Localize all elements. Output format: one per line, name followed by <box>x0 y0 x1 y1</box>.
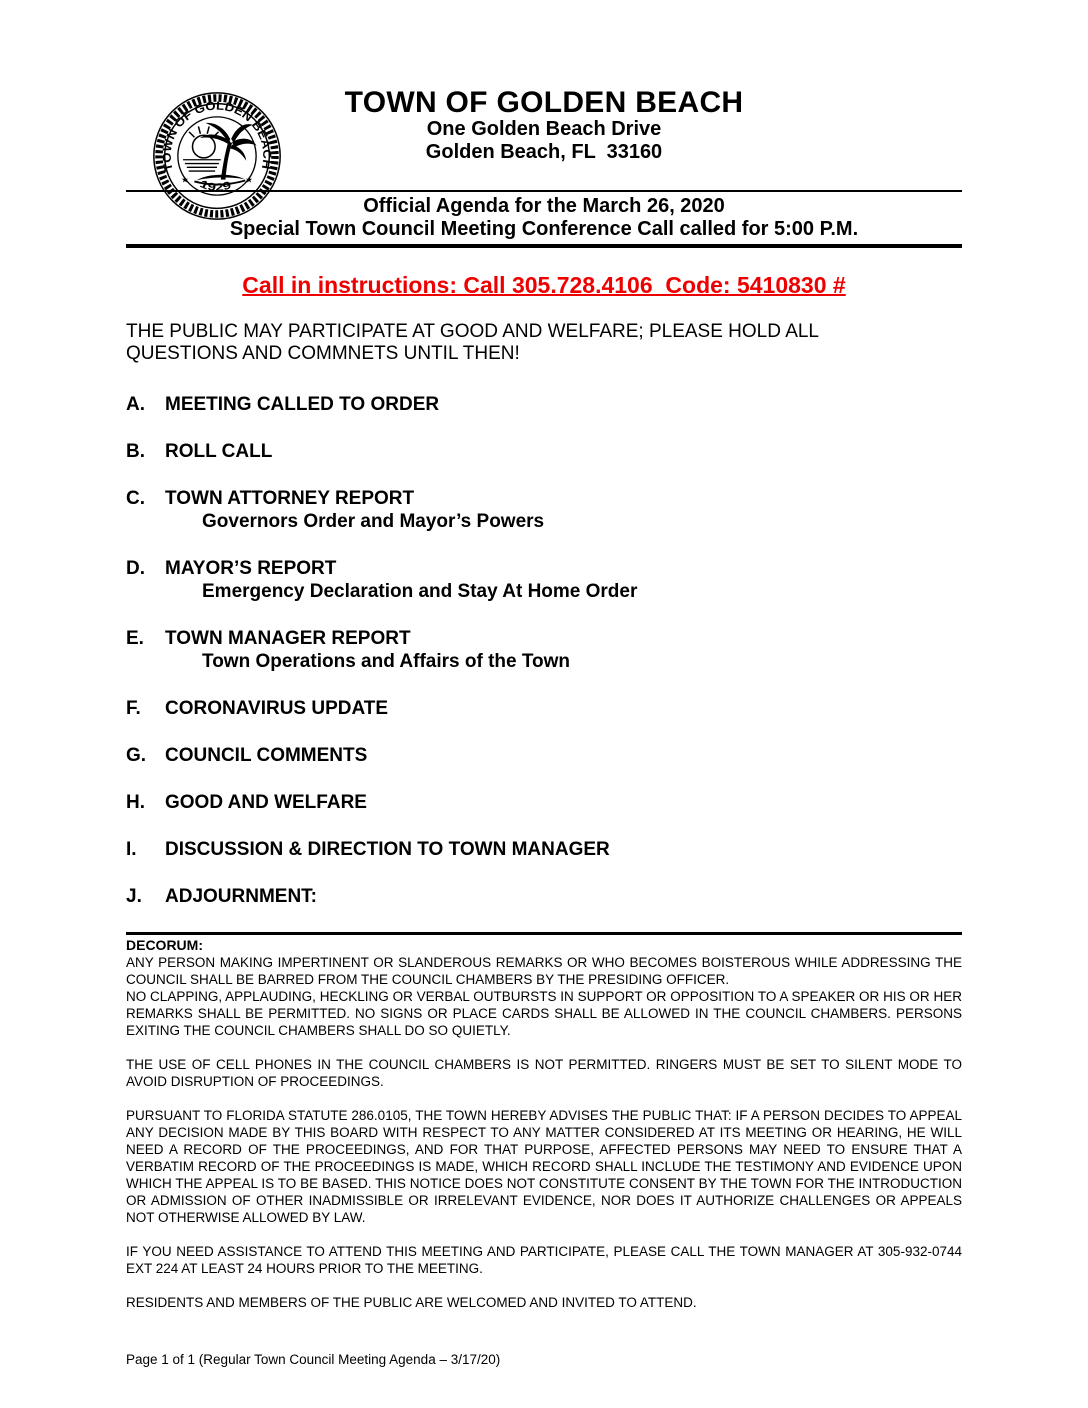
decorum-paragraph: THE USE OF CELL PHONES IN THE COUNCIL CHAMBERS IS NOT PERMITTED. RINGERS MUST BE SET TO SILENT MODE TO AVOID DISRUPTION OF PROCEEDINGS. <box>126 1057 962 1089</box>
decorum-paragraph: ANY PERSON MAKING IMPERTINENT OR SLANDEROUS REMARKS OR WHO BECOMES BOISTEROUS WHILE ADDRESSING THE COUNCIL SHALL BE BARRED FROM THE COUNCIL CHAMBERS BY THE PRESIDING OFFICER. <box>126 955 962 987</box>
svg-text:1929: 1929 <box>197 177 231 195</box>
agenda-item-letter: I. <box>126 839 137 860</box>
agenda-item <box>126 440 962 463</box>
svg-text:TOWN OF GOLDEN BEACH: TOWN OF GOLDEN BEACH <box>160 99 274 173</box>
decorum-paragraph: PURSUANT TO FLORIDA STATUTE 286.0105, THE TOWN HEREBY ADVISES THE PUBLIC THAT: IF A PERSON DECIDES TO APPEAL ANY DECISION MADE BY THIS BOARD WITH RESPECT TO ANY MATTER CONSIDERED AT ITS MEETING OR HEARING, HE WILL NEED A RECORD OF THE PROCEEDINGS, AND FOR THAT PURPOSE, AFFECTED PERSONS MAY NEED TO ENSURE THAT A VERBATIM RECORD OF THE PROCEEDINGS IS MADE, WHICH RECORD SHALL INCLUDE THE TESTIMONY AND EVIDENCE UPON WHICH THE APPEAL IS TO BE BASED. THIS NOTICE DOES NOT CONSTITUTE CONSENT BY THE TOWN FOR THE INTRODUCTION OR ADMISSION OF OTHER INADMISSIBLE OR IRRELEVANT EVIDENCE, NOR DOES IT AUTHORIZE CHALLENGES OR APPEALS NOT OTHERWISE ALLOWED BY LAW. <box>126 1108 962 1225</box>
agenda-item-subtitle: Town Operations and Affairs of the Town <box>202 651 571 672</box>
agenda-item-title: TOWN MANAGER REPORT <box>165 628 411 649</box>
divider-thick <box>126 244 962 248</box>
agenda-item <box>126 697 962 720</box>
agenda-item-title: TOWN ATTORNEY REPORT <box>165 488 415 509</box>
agenda-item-letter: J. <box>126 886 142 907</box>
agenda-item-letter: E. <box>126 628 144 649</box>
agenda-item-title: MAYOR’S REPORT <box>165 558 337 579</box>
decorum-section <box>126 932 962 1311</box>
page-footer: Page 1 of 1 (Regular Town Council Meeting Agenda – 3/17/20) <box>126 1352 501 1367</box>
public-participation-notice: THE PUBLIC MAY PARTICIPATE AT GOOD AND WELFARE; PLEASE HOLD ALL QUESTIONS AND COMMNETS UNTIL THEN! <box>126 321 819 364</box>
meeting-title-line2: Special Town Council Meeting Conference Call called for 5:00 P.M. <box>229 218 859 240</box>
agenda-item-title: MEETING CALLED TO ORDER <box>165 394 440 415</box>
agenda-item <box>126 744 962 767</box>
agenda-item-subtitle: Emergency Declaration and Stay At Home Order <box>202 581 638 602</box>
agenda-item-title: GOOD AND WELFARE <box>165 792 367 813</box>
town-seal <box>148 90 286 227</box>
agenda-item <box>126 557 962 603</box>
agenda-item-letter: C. <box>126 488 145 509</box>
agenda-item-subtitle: Governors Order and Mayor’s Powers <box>202 511 545 532</box>
svg-text:★: ★ <box>181 174 189 185</box>
agenda-item-title: COUNCIL COMMENTS <box>165 745 368 766</box>
agenda-item-letter: G. <box>126 745 147 766</box>
agenda-item-title: ADJOURNMENT: <box>165 886 317 907</box>
agenda-item <box>126 885 962 908</box>
agenda-item <box>126 627 962 673</box>
agenda-item <box>126 487 962 533</box>
call-in-instructions: Call in instructions: Call 305.728.4106 Code: 5410830 # <box>242 272 846 298</box>
document-header <box>126 86 962 195</box>
agenda-item <box>126 393 962 416</box>
decorum-heading: DECORUM: <box>126 937 203 953</box>
decorum-paragraph: NO CLAPPING, APPLAUDING, HECKLING OR VERBAL OUTBURSTS IN SUPPORT OR OPPOSITION TO A SPEAKER OR HIS OR HER REMARKS SHALL BE PERMITTED. NO SIGNS OR PLACE CARDS SHALL BE ALLOWED IN THE COUNCIL CHAMBERS. PERSONS EXITING THE COUNCIL CHAMBERS SHALL DO SO QUIETLY. <box>126 989 962 1038</box>
town-seal-icon <box>148 90 286 222</box>
agenda-item <box>126 791 962 814</box>
agenda-item-title: CORONAVIRUS UPDATE <box>165 698 389 719</box>
agenda-item-letter: F. <box>126 698 141 719</box>
agenda-item-letter: B. <box>126 441 145 462</box>
org-title: TOWN OF GOLDEN BEACH <box>344 86 744 119</box>
agenda-item-title: ROLL CALL <box>165 441 273 462</box>
meeting-title-line1: Official Agenda for the March 26, 2020 <box>363 195 725 217</box>
agenda-item-title: DISCUSSION & DIRECTION TO TOWN MANAGER <box>165 839 610 860</box>
divider-decorum <box>126 932 962 935</box>
org-address-line2: Golden Beach, FL 33160 <box>425 141 663 163</box>
svg-text:★: ★ <box>245 174 253 185</box>
agenda-list <box>126 393 962 908</box>
agenda-item-letter: H. <box>126 792 145 813</box>
org-address-line1: One Golden Beach Drive <box>426 118 662 140</box>
agenda-item-letter: A. <box>126 394 145 415</box>
decorum-paragraph: IF YOU NEED ASSISTANCE TO ATTEND THIS MEETING AND PARTICIPATE, PLEASE CALL THE TOWN MANAGER AT 305-932-0744 EXT 224 AT LEAST 24 HOURS PRIOR TO THE MEETING. <box>126 1244 962 1276</box>
agenda-item <box>126 838 962 861</box>
decorum-paragraph: RESIDENTS AND MEMBERS OF THE PUBLIC ARE WELCOMED AND INVITED TO ATTEND. <box>126 1295 697 1310</box>
agenda-item-letter: D. <box>126 558 145 579</box>
